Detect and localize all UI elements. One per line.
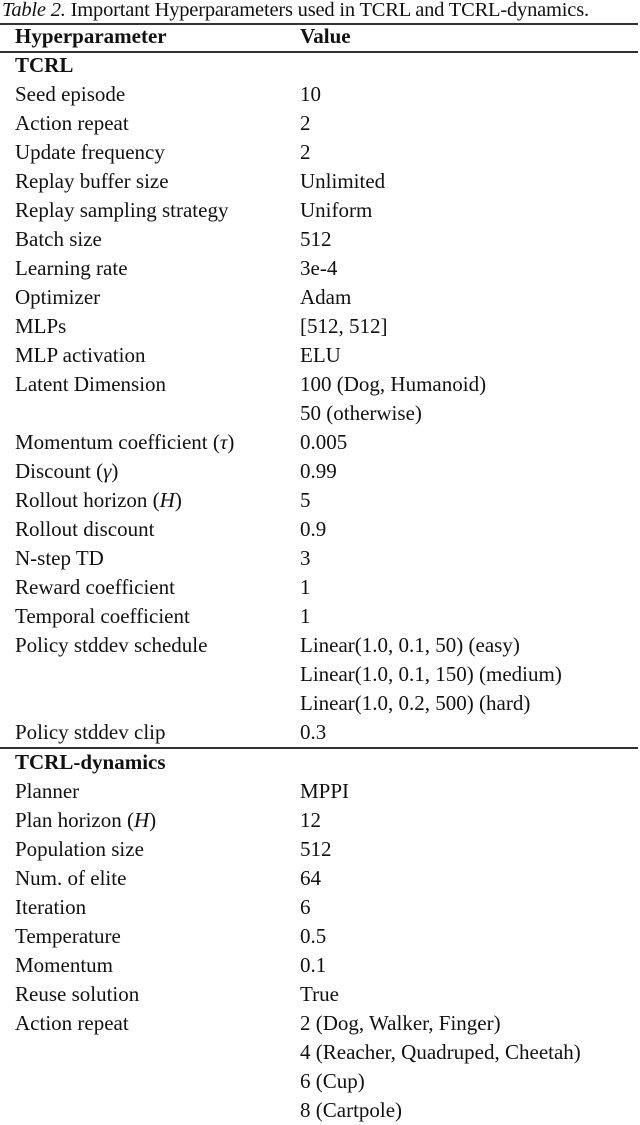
hyperparameter-value: 8 (Cartpole): [300, 1098, 403, 1122]
table-row: [0, 864, 640, 893]
hyperparameter-value: Unlimited: [300, 169, 386, 193]
hyperparameter-value: Linear(1.0, 0.2, 500) (hard): [300, 691, 531, 715]
hyperparameter-name: Latent Dimension: [15, 372, 167, 396]
hyperparameter-value: 12: [300, 808, 321, 832]
hyperparameter-value: MPPI: [300, 779, 350, 803]
table-row: [0, 254, 640, 283]
table-row: [0, 893, 640, 922]
hyperparameter-name: Action repeat: [15, 111, 129, 135]
hyperparameter-name: Batch size: [15, 227, 102, 251]
hyperparameter-value: 512: [300, 227, 332, 251]
table-caption-label: Table 2.: [2, 0, 66, 21]
hyperparameter-value: 0.005: [300, 430, 348, 454]
table-row: [0, 544, 640, 573]
hyperparameter-value: Adam: [300, 285, 352, 309]
hyperparameter-value: 1: [300, 575, 311, 599]
section-title-text: TCRL: [15, 53, 74, 77]
hyperparameter-value: 1: [300, 604, 311, 628]
table-row: [0, 980, 640, 1009]
hyperparameter-name: Learning rate: [15, 256, 128, 280]
hyperparameter-name: Momentum coefficient (τ): [15, 430, 235, 454]
math-symbol: τ: [219, 430, 228, 454]
table-row: [0, 428, 640, 457]
hyperparameter-value: True: [300, 982, 339, 1006]
table-row: [0, 631, 640, 660]
table-row: [0, 835, 640, 864]
hyperparameter-value: 0.3: [300, 720, 327, 744]
hyperparameter-name: Temporal coefficient: [15, 604, 190, 628]
table-caption: [2, 0, 589, 22]
hyperparameter-name: MLP activation: [15, 343, 146, 367]
hyperparameter-value: 512: [300, 837, 332, 861]
hyperparameter-value: 3: [300, 546, 311, 570]
table-row: [0, 515, 640, 544]
table-row: [0, 196, 640, 225]
hyperparameter-name: Update frequency: [15, 140, 165, 164]
hyperparameter-name: Momentum: [15, 953, 113, 977]
table-row: [0, 370, 640, 399]
hyperparameter-name: Policy stddev clip: [15, 720, 166, 744]
hyperparameter-name: Reward coefficient: [15, 575, 175, 599]
table-row: [0, 951, 640, 980]
hyperparameter-name: Iteration: [15, 895, 87, 919]
table-row: [0, 225, 640, 254]
hyperparameter-value: 5: [300, 488, 311, 512]
hyperparameter-value: 0.5: [300, 924, 327, 948]
hyperparameter-name: Num. of elite: [15, 866, 127, 890]
hyperparameter-value: 4 (Reacher, Quadruped, Cheetah): [300, 1040, 581, 1064]
table-caption-text: Important Hyperparameters used in TCRL and TCRL-dynamics.: [65, 0, 589, 21]
hyperparameter-value: Uniform: [300, 198, 373, 222]
header-value: Value: [300, 24, 351, 48]
hyperparameter-value: 6 (Cup): [300, 1069, 365, 1093]
hyperparameter-value: 100 (Dog, Humanoid): [300, 372, 487, 396]
hyperparameter-name: Plan horizon (H): [15, 808, 157, 832]
hyperparameter-name: Temperature: [15, 924, 121, 948]
table-row: [0, 167, 640, 196]
hyperparameter-name: Planner: [15, 779, 80, 803]
hyperparameter-value: 2: [300, 140, 311, 164]
hyperparameter-name: MLPs: [15, 314, 67, 338]
hyperparameter-value: 50 (otherwise): [300, 401, 422, 425]
table-row: [0, 457, 640, 486]
table-row: [0, 777, 640, 806]
hyperparameter-name: Rollout discount: [15, 517, 155, 541]
table-row: [0, 1067, 640, 1096]
table-row: [0, 1009, 640, 1038]
table-row: [0, 1096, 640, 1125]
section-title: [0, 51, 640, 80]
table-row: [0, 283, 640, 312]
table-row: [0, 399, 640, 428]
table-row: [0, 312, 640, 341]
hyperparameter-value: 64: [300, 866, 321, 890]
hyperparameter-value: 0.9: [300, 517, 327, 541]
hyperparameter-name: Seed episode: [15, 82, 126, 106]
hyperparameter-value: ELU: [300, 343, 341, 367]
hyperparameter-value: 2 (Dog, Walker, Finger): [300, 1011, 501, 1035]
hyperparameter-value: 6: [300, 895, 311, 919]
header-hyperparameter: Hyperparameter: [15, 24, 167, 48]
hyperparameter-name: N-step TD: [15, 546, 104, 570]
hyperparameter-name: Policy stddev schedule: [15, 633, 208, 657]
section-title-text: TCRL-dynamics: [15, 750, 166, 774]
table-row: [0, 341, 640, 370]
table-header: [0, 22, 640, 51]
hyperparameter-name: Discount (γ): [15, 459, 119, 483]
hyperparameter-value: 10: [300, 82, 321, 106]
table-row: [0, 602, 640, 631]
hyperparameter-name: Replay sampling strategy: [15, 198, 229, 222]
hyperparameter-value: 3e-4: [300, 256, 338, 280]
table-row: [0, 689, 640, 718]
table-row: [0, 1038, 640, 1067]
hyperparameter-name: Reuse solution: [15, 982, 140, 1006]
hyperparameter-name: Optimizer: [15, 285, 101, 309]
section-title: [0, 748, 640, 777]
table-row: [0, 922, 640, 951]
math-symbol: H: [133, 808, 150, 832]
table-row: [0, 80, 640, 109]
hyperparameter-name: Population size: [15, 837, 144, 861]
table-row: [0, 486, 640, 515]
hyperparameter-value: [512, 512]: [300, 314, 388, 338]
hyperparameter-value: Linear(1.0, 0.1, 150) (medium): [300, 662, 562, 686]
hyperparameter-value: 0.1: [300, 953, 327, 977]
table-row: [0, 718, 640, 747]
table-row: [0, 109, 640, 138]
math-symbol: H: [159, 488, 175, 512]
table-row: [0, 573, 640, 602]
hyperparameter-name: Replay buffer size: [15, 169, 169, 193]
hyperparameter-value: 2: [300, 111, 311, 135]
hyperparameter-name: Action repeat: [15, 1011, 129, 1035]
hyperparameter-name: Rollout horizon (H): [15, 488, 182, 512]
table-row: [0, 806, 640, 835]
table-row: [0, 660, 640, 689]
table-row: [0, 138, 640, 167]
math-symbol: γ: [103, 459, 112, 483]
hyperparameter-value: 0.99: [300, 459, 337, 483]
hyperparameter-value: Linear(1.0, 0.1, 50) (easy): [300, 633, 520, 657]
